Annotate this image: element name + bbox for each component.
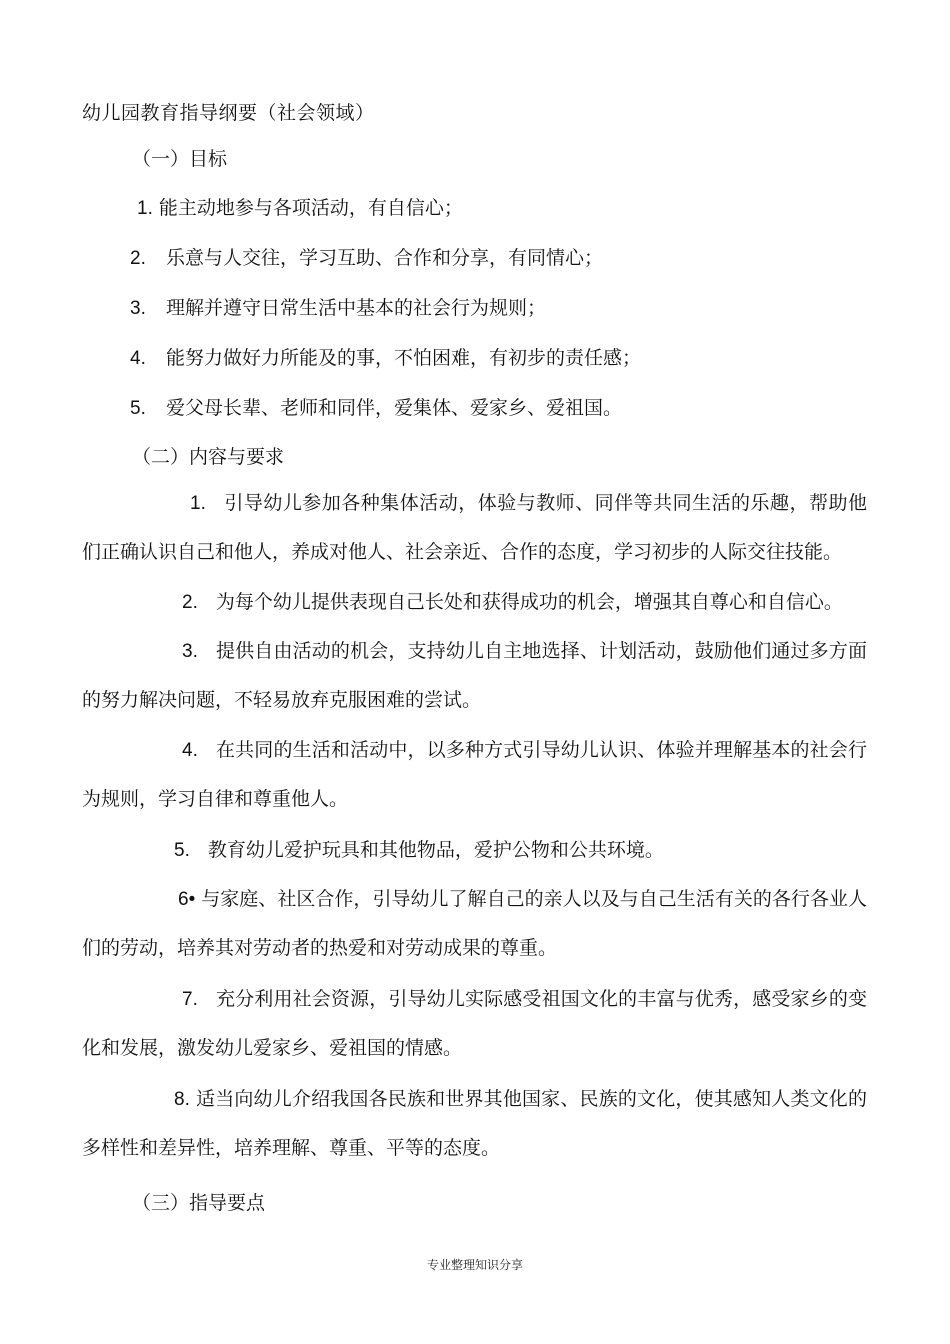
requirement-number: 7. bbox=[182, 989, 198, 1010]
requirement-paragraph bbox=[82, 726, 867, 824]
page-title: 幼儿园教育指导纲要（社会领域） bbox=[82, 102, 375, 124]
goal-number: 2. bbox=[130, 248, 146, 269]
goal-item bbox=[130, 293, 546, 320]
requirement-text: 适当向幼儿介绍我国各民族和世界其他国家、民族的文化，使其感知人类文化的多样性和差异性，培养理解、尊重、平等的态度。 bbox=[82, 1088, 867, 1159]
requirement-number: 3. bbox=[182, 641, 198, 662]
goal-text: 爱父母长辈、老师和同伴，爱集体、爱家乡、爱祖国。 bbox=[166, 397, 623, 419]
requirement-paragraph bbox=[82, 1075, 867, 1173]
requirement-paragraph bbox=[82, 578, 867, 627]
requirement-number: 5. bbox=[174, 840, 190, 861]
goal-text: 乐意与人交往，学习互助、合作和分享，有同情心； bbox=[166, 247, 604, 269]
goal-number: 1. bbox=[137, 198, 153, 219]
goal-item bbox=[130, 343, 641, 370]
page-footer: 专业整理知识分享 bbox=[426, 1258, 523, 1272]
requirement-paragraph bbox=[82, 826, 867, 875]
requirement-paragraph bbox=[82, 627, 867, 725]
section-heading-content: （二）内容与要求 bbox=[132, 446, 285, 468]
goal-item bbox=[130, 393, 622, 420]
section-heading-goals: （一）目标 bbox=[132, 148, 228, 170]
requirement-text: 提供自由活动的机会，支持幼儿自主地选择、计划活动，鼓励他们通过多方面的努力解决问题，不轻易放弃克服困难的尝试。 bbox=[82, 640, 867, 711]
requirement-text: 引导幼儿参加各种集体活动，体验与教师、同伴等共同生活的乐趣，帮助他们正确认识自己和他人，养成对他人、社会亲近、合作的态度，学习初步的人际交往技能。 bbox=[82, 492, 867, 563]
requirement-paragraph bbox=[82, 875, 867, 973]
section-heading-guidance: （三）指导要点 bbox=[132, 1192, 266, 1214]
goal-item bbox=[130, 243, 603, 270]
goal-number: 4. bbox=[130, 348, 146, 369]
requirement-text: 教育幼儿爱护玩具和其他物品，爱护公物和公共环境。 bbox=[207, 839, 664, 861]
goal-text: 能主动地参与各项活动，有自信心； bbox=[158, 197, 463, 219]
requirement-paragraph bbox=[82, 479, 867, 577]
goal-number: 5. bbox=[130, 398, 146, 419]
requirement-number: 2. bbox=[182, 592, 198, 613]
requirement-number: 6• bbox=[178, 889, 196, 910]
goal-text: 能努力做好力所能及的事，不怕困难，有初步的责任感； bbox=[166, 347, 642, 369]
requirement-text: 为每个幼儿提供表现自己长处和获得成功的机会，增强其自尊心和自信心。 bbox=[215, 591, 843, 613]
requirement-text: 充分利用社会资源，引导幼儿实际感受祖国文化的丰富与优秀，感受家乡的变化和发展，激发幼儿爱家乡、爱祖国的情感。 bbox=[82, 988, 867, 1059]
requirement-number: 4. bbox=[182, 740, 198, 761]
requirement-number: 8. bbox=[174, 1089, 190, 1110]
goal-number: 3. bbox=[130, 298, 146, 319]
requirement-text: 在共同的生活和活动中，以多种方式引导幼儿认识、体验并理解基本的社会行为规则，学习自律和尊重他人。 bbox=[82, 739, 867, 810]
requirement-paragraph bbox=[82, 975, 867, 1073]
requirement-number: 1. bbox=[190, 493, 206, 514]
goal-item bbox=[137, 193, 463, 220]
requirement-text: 与家庭、社区合作，引导幼儿了解自己的亲人以及与自己生活有关的各行各业人们的劳动，培养其对劳动者的热爱和对劳动成果的尊重。 bbox=[82, 888, 867, 959]
goal-text: 理解并遵守日常生活中基本的社会行为规则； bbox=[166, 297, 547, 319]
